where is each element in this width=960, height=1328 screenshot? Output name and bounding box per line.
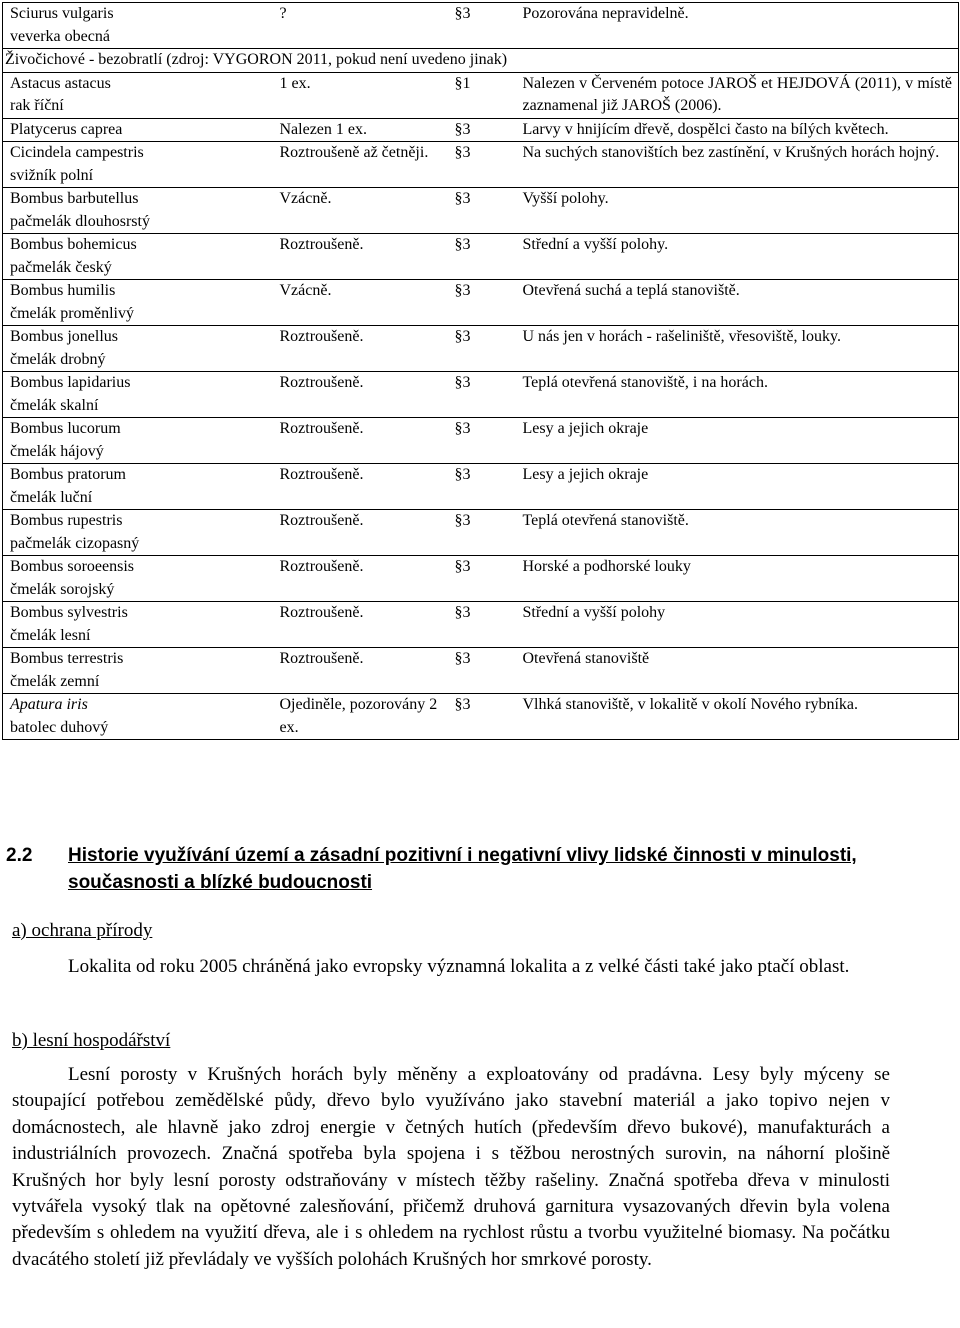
category-cell bbox=[451, 648, 523, 694]
latin-name: Bombus jonellus bbox=[10, 328, 119, 345]
species-name-cell bbox=[3, 556, 275, 602]
category-value: §3 bbox=[454, 328, 471, 345]
category-cell bbox=[451, 464, 523, 510]
category-cell bbox=[451, 418, 523, 464]
note-cell: Otevřená stanoviště bbox=[523, 648, 959, 694]
category-cell bbox=[451, 556, 523, 602]
species-row bbox=[3, 464, 959, 510]
note-cell: Lesy a jejich okraje bbox=[523, 418, 959, 464]
latin-name: Bombus bohemicus bbox=[10, 236, 137, 253]
species-name-cell bbox=[3, 234, 275, 280]
note-cell: Pozorována nepravidelně. bbox=[523, 3, 959, 49]
category-cell bbox=[451, 694, 523, 740]
species-row bbox=[3, 372, 959, 418]
abundance-cell: Roztroušeně až četněji. bbox=[275, 142, 451, 188]
category-cell bbox=[451, 326, 523, 372]
chapter-number: 2.2 bbox=[6, 845, 33, 866]
latin-name: Platycerus caprea bbox=[10, 120, 123, 138]
czech-name: pačmelák dlouhosrstý bbox=[10, 212, 150, 230]
species-name-cell bbox=[3, 510, 275, 556]
species-row bbox=[3, 602, 959, 648]
species-name-cell bbox=[3, 3, 275, 49]
note-cell: U nás jen v horách - rašeliniště, vřesoviště, louky. bbox=[523, 326, 959, 372]
latin-name: Bombus rupestris bbox=[10, 512, 123, 529]
note-cell: Horské a podhorské louky bbox=[523, 556, 959, 602]
abundance-cell: ? bbox=[275, 3, 451, 49]
species-table bbox=[2, 2, 959, 740]
category-cell bbox=[451, 280, 523, 326]
latin-name: Bombus humilis bbox=[10, 282, 116, 299]
species-row bbox=[3, 418, 959, 464]
species-name-cell bbox=[3, 464, 275, 510]
category-value: §3 bbox=[454, 558, 471, 575]
category-value: §3 bbox=[454, 374, 471, 391]
latin-name: Bombus lapidarius bbox=[10, 374, 131, 391]
category-cell bbox=[451, 602, 523, 648]
czech-name: čmelák skalní bbox=[10, 396, 99, 414]
category-value: §3 bbox=[454, 650, 471, 667]
category-value: §3 bbox=[454, 144, 471, 161]
note-cell: Teplá otevřená stanoviště. bbox=[523, 510, 959, 556]
category-value: §3 bbox=[454, 236, 471, 253]
category-value: §3 bbox=[454, 190, 471, 207]
latin-name: Bombus pratorum bbox=[10, 466, 126, 483]
czech-name: čmelák sorojský bbox=[10, 580, 115, 598]
czech-name: čmelák hájový bbox=[10, 442, 104, 460]
abundance-cell: Roztroušeně. bbox=[275, 648, 451, 694]
species-name-cell bbox=[3, 118, 275, 142]
section-b-title: b) lesní hospodářství bbox=[12, 1030, 171, 1051]
category-cell bbox=[451, 234, 523, 280]
latin-name: Cicindela campestris bbox=[10, 144, 144, 161]
category-cell bbox=[451, 3, 523, 49]
abundance-cell: Roztroušeně. bbox=[275, 464, 451, 510]
species-row bbox=[3, 3, 959, 49]
czech-name: pačmelák český bbox=[10, 258, 112, 276]
section-a-title: a) ochrana přírody bbox=[12, 920, 153, 941]
abundance-cell: Vzácně. bbox=[275, 188, 451, 234]
category-cell bbox=[451, 118, 523, 142]
species-row bbox=[3, 234, 959, 280]
abundance-cell: Roztroušeně. bbox=[275, 418, 451, 464]
czech-name: veverka obecná bbox=[10, 27, 110, 45]
latin-name: Apatura iris bbox=[10, 696, 88, 713]
species-name-cell bbox=[3, 280, 275, 326]
species-name-cell bbox=[3, 648, 275, 694]
section-b-text: Lesní porosty v Krušných horách byly měněny a exploatovány od pradávna. Lesy byly mýceny se stoupající potřebou zemědělské půdy, dřevo bylo využíváno jako stavební materiál a jako topivo nejen v domácnostech, ale hlavně jako zdroj energie v četných hutích (především dřevo bukové), manufakturách a industriálních provozech. Značná spotřeba byla spojena i s těžbou nerostných surovin, na náhorní plošině Krušných hor byly lesní porosty odstraňovány v místech těžby rašeliny. Značná spotřeba dřeva v minulosti vytvářela vysoký tlak na opětovné zalesňování, přičemž druhová garnitura vysazovaných dřevin byla volena především s ohledem na využití dřeva, ale i s ohledem na rychlost růstu a tvorbu využitelné biomasy. Na počátku dvacátého století již převládaly ve vyšších polohách Krušných hor smrkové porosty. bbox=[12, 1064, 890, 1270]
abundance-cell: Ojediněle, pozorovány 2 ex. bbox=[275, 694, 451, 740]
abundance-cell: Roztroušeně. bbox=[275, 602, 451, 648]
latin-name: Sciurus vulgaris bbox=[10, 5, 114, 22]
czech-name: čmelák zemní bbox=[10, 672, 100, 690]
czech-name: rak říční bbox=[10, 97, 64, 114]
abundance-cell: Vzácně. bbox=[275, 280, 451, 326]
category-value: §3 bbox=[454, 420, 471, 437]
czech-name: batolec duhový bbox=[10, 718, 109, 736]
abundance-cell: Roztroušeně. bbox=[275, 510, 451, 556]
species-row bbox=[3, 118, 959, 142]
abundance-cell: Roztroušeně. bbox=[275, 234, 451, 280]
note-cell: Lesy a jejich okraje bbox=[523, 464, 959, 510]
category-value: §3 bbox=[454, 512, 471, 529]
latin-name: Bombus barbutellus bbox=[10, 190, 139, 207]
latin-name: Bombus soroeensis bbox=[10, 558, 134, 575]
note-cell: Teplá otevřená stanoviště, i na horách. bbox=[523, 372, 959, 418]
note-cell: Vyšší polohy. bbox=[523, 188, 959, 234]
category-cell bbox=[451, 188, 523, 234]
czech-name: svižník polní bbox=[10, 166, 94, 184]
category-value: §3 bbox=[454, 282, 471, 299]
latin-name: Bombus sylvestris bbox=[10, 604, 128, 621]
czech-name: pačmelák cizopasný bbox=[10, 534, 140, 552]
category-cell bbox=[451, 510, 523, 556]
abundance-cell: 1 ex. bbox=[275, 72, 451, 118]
czech-name: čmelák drobný bbox=[10, 350, 106, 368]
species-name-cell bbox=[3, 372, 275, 418]
chapter-title: Historie využívání území a zásadní pozitivní i negativní vlivy lidské činnosti v minulosti, současnosti a blízké budoucnosti bbox=[68, 845, 857, 893]
note-cell: Vlhká stanoviště, v lokalitě v okolí Nového rybníka. bbox=[523, 694, 959, 740]
category-value: §3 bbox=[454, 466, 471, 483]
latin-name: Astacus astacus bbox=[10, 74, 111, 92]
category-value: §3 bbox=[454, 604, 471, 621]
latin-name: Bombus lucorum bbox=[10, 420, 121, 437]
species-row bbox=[3, 326, 959, 372]
species-row bbox=[3, 72, 959, 118]
note-cell: Larvy v hnijícím dřevě, dospělci často na bílých květech. bbox=[523, 118, 959, 142]
species-name-cell bbox=[3, 72, 275, 118]
abundance-cell: Roztroušeně. bbox=[275, 556, 451, 602]
category-value: §1 bbox=[454, 74, 471, 92]
note-cell: Střední a vyšší polohy bbox=[523, 602, 959, 648]
species-row bbox=[3, 280, 959, 326]
category-cell bbox=[451, 72, 523, 118]
species-name-cell bbox=[3, 142, 275, 188]
chapter-heading bbox=[6, 842, 898, 896]
note-cell: Otevřená suchá a teplá stanoviště. bbox=[523, 280, 959, 326]
species-name-cell bbox=[3, 602, 275, 648]
note-cell: Na suchých stanovištích bez zastínění, v Krušných horách hojný. bbox=[523, 142, 959, 188]
section-header: Živočichové - bezobratlí (zdroj: VYGORON 2011, pokud není uvedeno jinak) bbox=[3, 49, 959, 73]
species-row bbox=[3, 648, 959, 694]
abundance-cell: Nalezen 1 ex. bbox=[275, 118, 451, 142]
species-name-cell bbox=[3, 418, 275, 464]
section-a-text: Lokalita od roku 2005 chráněná jako evropsky významná lokalita a z velké části také jako ptačí oblast. bbox=[68, 956, 850, 977]
species-row bbox=[3, 694, 959, 740]
note-cell: Střední a vyšší polohy. bbox=[523, 234, 959, 280]
category-value: §3 bbox=[454, 696, 471, 713]
czech-name: čmelák lesní bbox=[10, 626, 91, 644]
species-row bbox=[3, 142, 959, 188]
czech-name: čmelák luční bbox=[10, 488, 93, 506]
abundance-cell: Roztroušeně. bbox=[275, 372, 451, 418]
species-name-cell bbox=[3, 188, 275, 234]
note-cell: Nalezen v Červeném potoce JAROŠ et HEJDOVÁ (2011), v místě zaznamenal již JAROŠ (2006). bbox=[523, 72, 959, 118]
species-row bbox=[3, 188, 959, 234]
species-row bbox=[3, 556, 959, 602]
category-value: §3 bbox=[454, 120, 471, 138]
species-name-cell bbox=[3, 694, 275, 740]
category-cell bbox=[451, 372, 523, 418]
species-row bbox=[3, 510, 959, 556]
czech-name: čmelák proměnlivý bbox=[10, 304, 134, 322]
abundance-cell: Roztroušeně. bbox=[275, 326, 451, 372]
species-name-cell bbox=[3, 326, 275, 372]
latin-name: Bombus terrestris bbox=[10, 650, 124, 667]
category-value: §3 bbox=[454, 5, 471, 22]
category-cell bbox=[451, 142, 523, 188]
